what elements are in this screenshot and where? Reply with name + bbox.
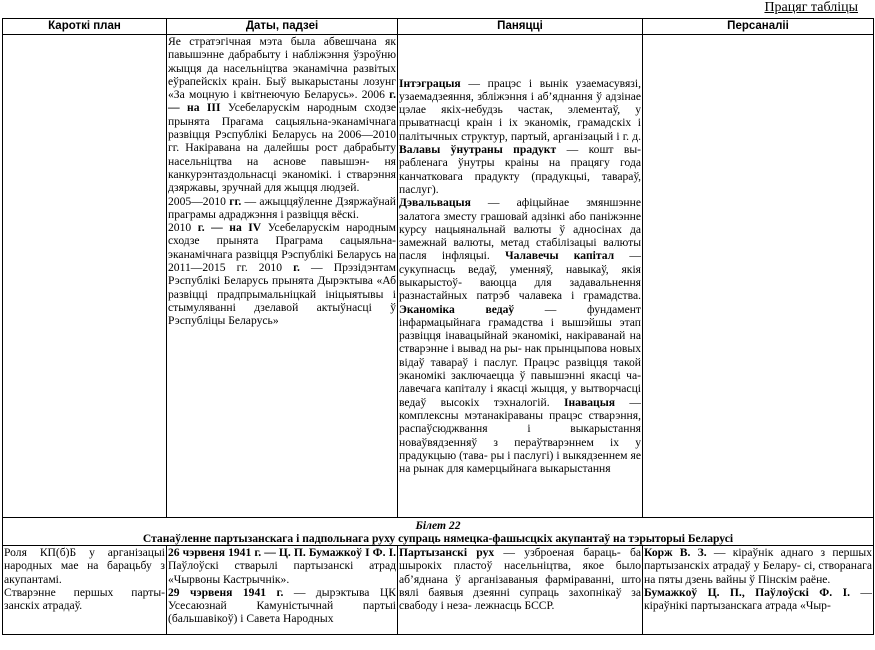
plan-cell [3,35,167,518]
header-persons: Персаналіі [643,19,874,35]
text-run: — узброеная бараць- ба шырокіх пластоў насельніцтва, якое было аб’яднана ў арганізаваныя фарміраванні, што вялі баявыя дзеянні супраць захопнікаў за свабоду і неза- лежнасць БССР. [399,546,641,613]
bold-term: гг. [229,194,242,208]
bold-term: Партызанскі рух [399,546,495,559]
bold-term: Чалавечы капітал [505,249,615,263]
text-run: Яе стратэгічная мэта была абвешчана як павышэнне дабрабыту і набліжэння ўзроўню жыцця да насельніцтва эканамічна развітых еўрапейскіх краін. Быў выкарыстаны лозунг «За моцную і квітнеючую Беларусь». 2006 [168,35,396,102]
text-run: Роля КП(б)Б у арганізацыі народных мае на барацьбу з акупантамі. [4,546,165,586]
text-run: Паўлоўскі стварылі партызанскі атрад «Чырвоны Кастрычнік». [168,559,396,586]
text-run: — Прэзідэнтам Рэспублікі Беларусь прынята Дырэктыва «Аб развіцці прадпрымальніцкай ініцыятывы і стымуляванні дзелавой актыўнасці ў Рэспубліцы Беларусь» [168,261,396,328]
table-row [3,35,874,518]
text-run: — кошт вырабленага ўнутры краіны на працягу года канчатковага прадукту (прадукцыі, тавараў, паслуг). [399,143,642,196]
text-run: 2010 [168,221,198,235]
concepts-cell [398,546,643,635]
text-run: — кіраўнік аднаго з першых партызанскіх атрадаў у Белару- сі, створанага на пяты дзень вайны ў Пінскім раёне. [644,546,872,586]
persons-cell [643,35,874,518]
ticket-title: Станаўленне партызанскага і падпольнага руху супраць нямецка-фашысцкіх акупантаў на тэрыторыі Беларусі [142,532,734,545]
text-run: — комплексны мэтанакіраваны працэс стварэння, распаўсюджвання і выкарыстання новаўвядзенняў з пераўтварэннем іх у прадукцыю (тава- ры і паслугі) і выкядзеннем яе на рынак для камерцыйнага выкарыстання [399,395,641,476]
bold-term: г. — на III [168,88,396,115]
events-cell [167,546,398,635]
persons-cell [643,546,874,635]
text-run: — працэс і вынік узаемасувязі, узаемадзеяння, збліжэння і аб’яднання ў адзінае цэлае якіх-небудзь частак, элементаў, у прыватнасці краін і іх эканомік, грамадскіх і палітычных структур, партый, арганізацый і г. д. [399,76,641,143]
header-events: Даты, падзеі [167,19,398,35]
bold-term: 26 чэрвеня 1941 г. — Ц. П. Бумажкоў І Ф. І. [168,546,396,559]
table-header-row [3,19,874,35]
table-row [3,546,874,635]
text-run: Стварэнне першых парты- занскіх атрадаў. [4,585,165,613]
text-run: — дырэктыва ЦК Усесаюзнай Камуністычнай партыі (бальшавікоў) і Савета Народных [168,585,397,626]
text-run: — афіцыйнае змяншэнне залатога зместу грашовай адзінкі або паніжэнне курсу нацыянальнай валюты ў адносінах да замежнай валюты, метад стабілізацыі валюты пасля інфляцыі. [399,196,641,263]
ticket-row [3,518,874,546]
bold-term: 29 чэрвеня 1941 г. [168,585,284,599]
header-plan: Кароткі план [3,19,167,35]
ticket-number: Білет 22 [415,519,461,532]
bold-term: г. [293,261,300,275]
bold-term: Інавацыя [563,395,616,409]
bold-term: г. — на IV [197,221,262,235]
text-run: 2005—2010 [168,194,230,208]
text-run: — сукупнасць ведаў, уменняў, навыкаў, якія выкарыстоў- ваюцца для задавальнення разнастайных патрэб чалавека і грамадства. [399,249,641,303]
bold-term: Дэвальвацыя [399,196,471,210]
bold-term: Корж В. З. [644,546,707,559]
history-table [2,18,874,635]
text-run: — фундамент інфармацыйнага грамадства і вышэйшы этап развіцця інавацыйнай эканомікі, накіраванай на стварэнне і вывад на ры- нак прынцыпова новых відаў тавараў і паслуг. Працэс развіцця такой эканомікі заключаецца ў павышэнні якасці ча- лавечага капіталу і якасці жыцця, у вытворчасці ведаў высокіх тэхналогій. [399,302,642,409]
plan-cell [3,546,167,635]
continuation-label: Працяг табліцы [764,0,858,15]
bold-term: Бумажкоў Ц. П., Паўлоўскі Ф. І. [644,585,850,599]
header-concepts: Паняцці [398,19,643,35]
concepts-cell [398,35,643,518]
events-cell [167,35,398,518]
bold-term: Інтэграцыя [399,76,461,90]
text-run: Усебеларускім народным сходзе прынята Прагама сацыяльна-эканамічнага развіцця Рэспублікі Беларусь на 2006—2010 гг. Накіравана на далейшы рост дабрабыту насельніцтва на аснове павышэн- ня канкурэнтаздольнасці эканомікі. і стварэння дзяржавы, зручнай для жыцця людзей. [168,101,396,195]
text-run: — ажыццяўленне Дзяржаўнай праграмы адраджэння і развіцця вёскі. [168,194,396,221]
text-run: — кіраўнікі партызанскага атрада «Чыр- [644,585,872,613]
text-run: Усебеларускім народным сходзе прынята Праграма сацыяльна-эканамічнага развіцця Рэспублікі Беларусь на 2011—2015 гг. 2010 [168,221,396,275]
bold-term: Валавы ўнутраны прадукт [399,143,557,157]
bold-term: Эканоміка ведаў [399,302,515,316]
